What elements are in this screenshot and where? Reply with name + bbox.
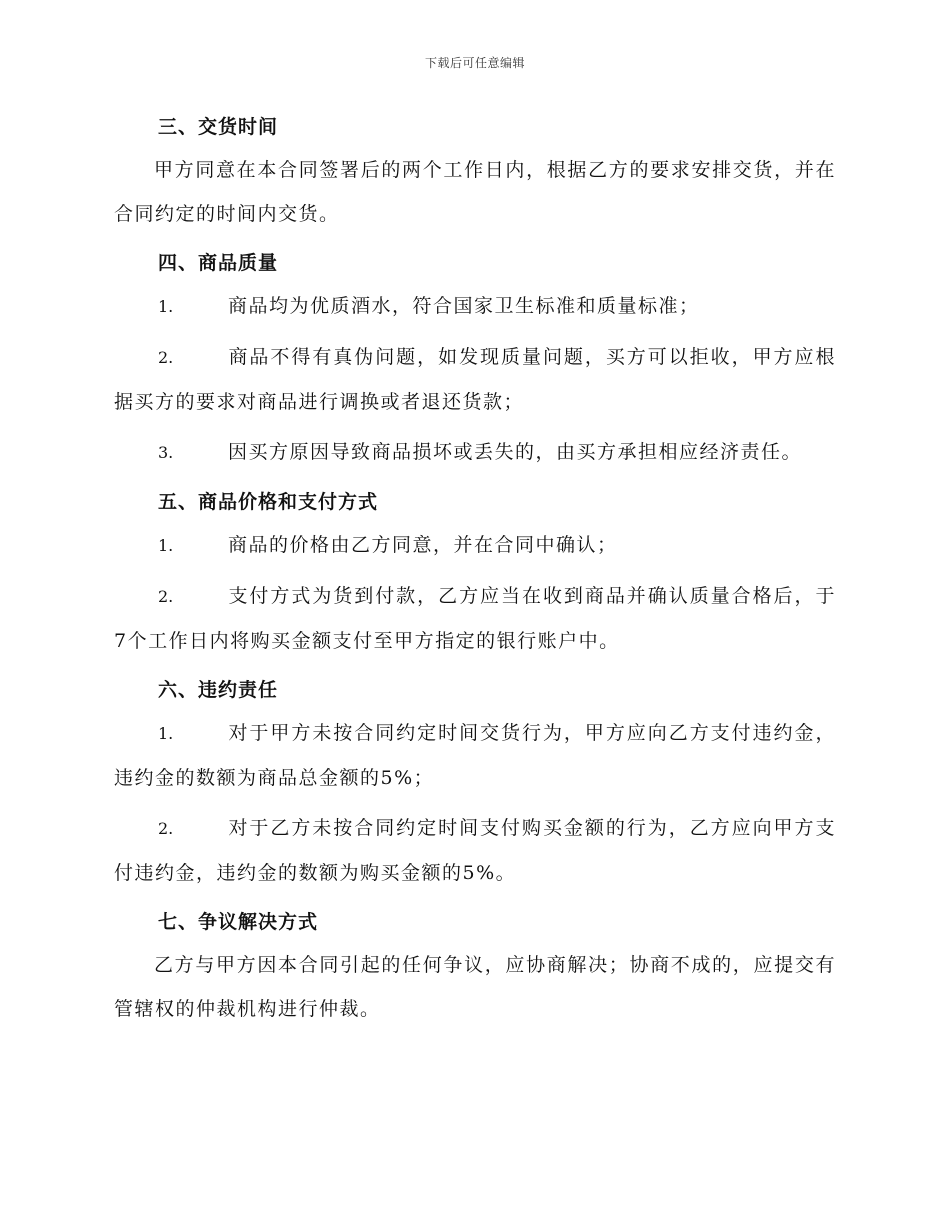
- list-item-number: 1.: [158, 297, 174, 316]
- list-item-number: 2.: [158, 348, 174, 367]
- list-item-number: 1.: [158, 724, 174, 743]
- list-item-text: 商品均为优质酒水，符合国家卫生标准和质量标准；: [228, 295, 700, 317]
- list-item-text: 商品不得有真伪问题，如发现质量问题，买方可以拒收，甲方应根据买方的要求对商品进行调换或者退还货款；: [114, 346, 836, 413]
- list-item-number: 2.: [158, 587, 174, 606]
- list-item: [114, 284, 836, 329]
- list-item-text: 对于甲方未按合同约定时间交货行为，甲方应向乙方支付违约金，违约金的数额为商品总金额的5%；: [114, 722, 836, 789]
- header-note: 下载后可任意编辑: [424, 56, 525, 70]
- section-heading-price-payment: 五、商品价格和支付方式: [158, 491, 379, 513]
- paragraph-dispute-resolution: 乙方与甲方因本合同引起的任何争议，应协商解决；协商不成的，应提交有管辖权的仲裁机构进行仲裁。: [114, 954, 836, 1020]
- list-item: [114, 523, 836, 568]
- paragraph-delivery-time: 甲方同意在本合同签署后的两个工作日内，根据乙方的要求安排交货，并在合同约定的时间内交货。: [114, 159, 836, 225]
- list-item-number: 3.: [158, 443, 174, 462]
- section-heading-delivery-time: 三、交货时间: [158, 116, 279, 138]
- list-item-text: 商品的价格由乙方同意，并在合同中确认；: [228, 534, 618, 556]
- document-body: [114, 112, 836, 1031]
- section-heading-dispute-resolution: 七、争议解决方式: [158, 911, 319, 933]
- list-item: [114, 806, 836, 895]
- section-heading-quality: 四、商品质量: [158, 252, 279, 274]
- list-item: [114, 335, 836, 424]
- list-item-text: 对于乙方未按合同约定时间支付购买金额的行为，乙方应向甲方支付违约金，违约金的数额为购买金额的5%。: [114, 817, 836, 884]
- list-item: [114, 430, 836, 475]
- list-item-text: 因买方原因导致商品损坏或丢失的，由买方承担相应经济责任。: [228, 441, 803, 463]
- list-item-text: 支付方式为货到付款，乙方应当在收到商品并确认质量合格后，于7个工作日内将购买金额支付至甲方指定的银行账户中。: [114, 585, 836, 652]
- list-item: [114, 574, 836, 663]
- list-item: [114, 711, 836, 800]
- section-heading-liability: 六、违约责任: [158, 679, 279, 701]
- list-item-number: 2.: [158, 819, 174, 838]
- list-item-number: 1.: [158, 536, 174, 555]
